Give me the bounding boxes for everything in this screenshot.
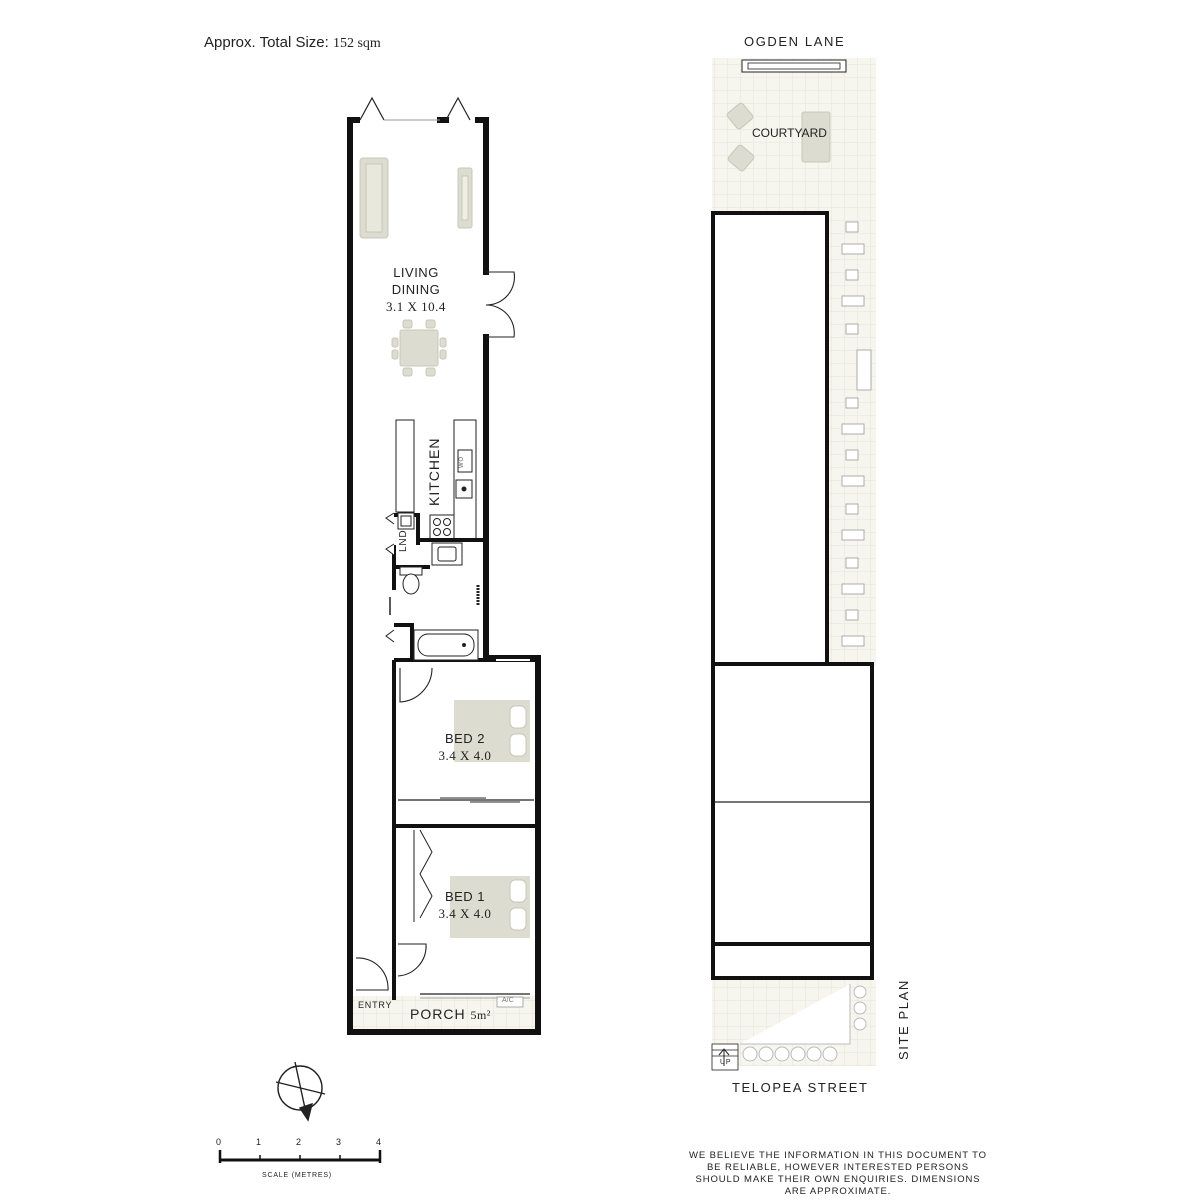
north-compass-icon — [276, 1062, 325, 1120]
total-size-value: 152 sqm — [332, 36, 381, 51]
site-plan-label: SITE PLAN — [896, 979, 911, 1060]
bed2-dims: 3.4 X 4.0 — [438, 748, 492, 763]
site-plan — [712, 58, 876, 1070]
toilet-bowl — [403, 574, 419, 594]
disclaimer-text: WE BELIEVE THE INFORMATION IN THIS DOCUMENT TO BE RELIABLE, HOWEVER INTERESTED PERSONS SHOULD MAKE THEIR OWN ENQUIRIES. DIMENSIONS ARE APPROXIMATE. — [689, 1150, 987, 1197]
bathroom-fixtures — [386, 543, 478, 660]
entry-door — [356, 958, 388, 990]
wall-oven-label: WO — [459, 456, 465, 468]
dining-label: DINING — [391, 282, 441, 297]
ac-label: A/C — [502, 997, 514, 1004]
bed2-label-block — [420, 730, 510, 764]
scale-tick-0: 0 — [216, 1137, 222, 1147]
bed1-dims: 3.4 X 4.0 — [438, 906, 492, 921]
front-porch-block — [713, 944, 872, 978]
side-path-paving — [828, 214, 876, 666]
dining-table — [400, 330, 438, 366]
entry-label: ENTRY — [358, 1000, 393, 1010]
front-building — [713, 664, 872, 944]
courtyard-label: COURTYARD — [752, 126, 827, 140]
living-dining-label — [372, 264, 460, 315]
scale-tick-4: 4 — [376, 1137, 382, 1147]
telopea-street-label: TELOPEA STREET — [732, 1080, 869, 1095]
porch-area: 5m² — [470, 1008, 491, 1022]
scale-tick-1: 1 — [256, 1137, 262, 1147]
cooktop — [430, 515, 454, 539]
rear-building — [713, 213, 827, 664]
total-size-label: Approx. Total Size: — [204, 34, 329, 51]
front-steps — [712, 1044, 738, 1070]
kitchen-label: KITCHEN — [426, 437, 442, 506]
scale-tick-2: 2 — [296, 1137, 302, 1147]
bed1-label-block — [420, 888, 510, 922]
laundry-label: LND — [398, 529, 409, 552]
living-label: LIVING — [393, 265, 439, 280]
porch-label-block — [410, 1006, 491, 1023]
total-size-heading — [204, 34, 381, 52]
steps-up-label: UP — [720, 1059, 732, 1066]
scale-label: SCALE (METRES) — [262, 1172, 332, 1179]
bed2-label: BED 2 — [444, 731, 486, 746]
kitchen-island — [396, 420, 414, 512]
folding-doors — [360, 98, 470, 120]
scale-tick-3: 3 — [336, 1137, 342, 1147]
bed1-label: BED 1 — [444, 889, 486, 904]
bed2-door — [400, 668, 432, 702]
side-french-doors — [486, 272, 514, 337]
porch-label: PORCH — [410, 1006, 466, 1022]
ogden-lane-label: OGDEN LANE — [744, 34, 846, 49]
bed1-door — [398, 944, 426, 976]
living-dining-dims: 3.1 X 10.4 — [386, 299, 446, 314]
scale-bar — [220, 1150, 380, 1163]
